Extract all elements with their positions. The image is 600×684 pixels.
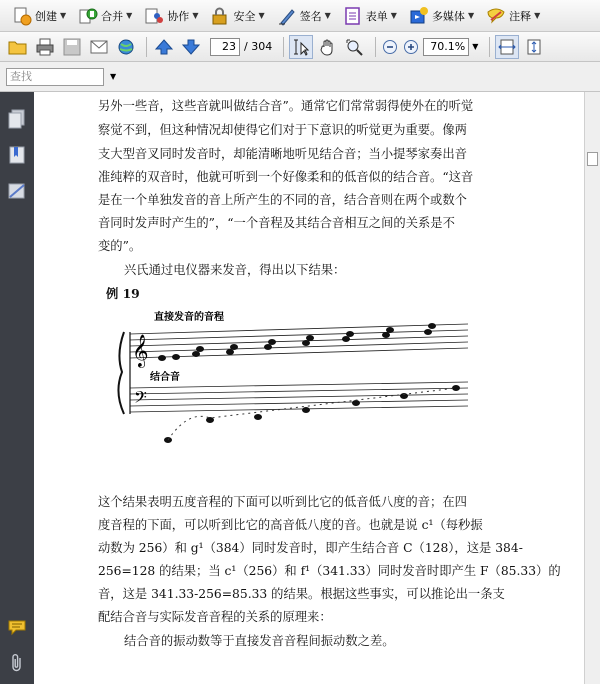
globe-icon <box>116 38 136 56</box>
separator <box>146 37 147 57</box>
create-label: 创建 <box>35 9 57 23</box>
pdf-page <box>34 92 584 684</box>
treble-staff <box>130 324 468 358</box>
hand-icon <box>319 38 337 56</box>
create-menu[interactable] <box>8 4 70 28</box>
separator <box>375 37 376 57</box>
pages-icon <box>8 109 26 129</box>
text-line: 配结合音与实际发音音程的关系的原理来： <box>98 610 332 624</box>
text-line: 支大型音叉同时发音时，却能清晰地听见结合音；当小提琴家奏出音 <box>98 147 467 161</box>
comments-panel-button[interactable] <box>6 616 28 638</box>
page-number-input[interactable]: 23 <box>210 38 240 56</box>
text-line: 这个结果表明五度音程的下面可以听到比它的低音低八度的音；在四 <box>98 495 467 509</box>
text-line: 结合音的振动数等于直接发音音程间振动数之差。 <box>124 634 395 648</box>
text-line: 动数为 256）和 g¹（384）同时发音时，即产生结合音 C（128），这是 384- <box>98 541 523 555</box>
zoom-dropdown-icon[interactable]: ▼ <box>472 42 479 51</box>
open-button[interactable] <box>6 35 30 59</box>
find-toolbar <box>0 62 600 92</box>
sign-label: 签名 <box>299 9 322 23</box>
text-cursor-icon <box>292 38 310 56</box>
collaborate-label: 协作 <box>167 9 190 23</box>
text-line: 度音程的下面，可以听到比它的高音低八度的音。也就是说 c¹（每秒振 <box>98 518 483 532</box>
hand-tool-button[interactable] <box>316 35 340 59</box>
document-viewport[interactable] <box>34 92 584 684</box>
comment-icon <box>486 6 506 26</box>
fit-page-button[interactable] <box>522 35 546 59</box>
collaborate-menu[interactable] <box>140 4 202 28</box>
zoom-level-input[interactable]: 70.1% <box>423 38 469 56</box>
text-line: 准纯粹的双音时，他就可听到一个好像柔和的低音似的结合音。“这音 <box>98 170 474 184</box>
collaborate-button[interactable] <box>114 35 138 59</box>
comment-label: 注释 <box>509 9 532 23</box>
save-icon <box>62 38 82 56</box>
chevron-down-icon: ▼ <box>60 11 67 20</box>
main-toolbar <box>0 0 600 32</box>
chevron-down-icon: ▼ <box>258 11 265 20</box>
vertical-scrollbar[interactable] <box>584 92 600 684</box>
select-tool-button[interactable] <box>289 35 313 59</box>
bass-clef-icon: 𝄢 <box>134 387 147 411</box>
forms-menu[interactable] <box>339 4 401 28</box>
fit-width-button[interactable] <box>495 35 519 59</box>
chevron-down-icon: ▼ <box>390 11 397 20</box>
find-input[interactable]: 查找 <box>6 68 104 86</box>
text-line: 变的”。 <box>98 239 142 253</box>
upper-staff-label: 直接发音的音程 <box>154 312 224 323</box>
music-score-figure <box>110 302 490 472</box>
bookmarks-panel-button[interactable] <box>6 144 28 166</box>
text-line: 另外一些音，这些音就叫做结合音”。通常它们常常弱得使外在的听觉 <box>98 99 474 113</box>
lower-notes <box>164 385 460 443</box>
combine-icon <box>78 6 98 26</box>
text-line: 音同时发声时产生的”，“一个音程及其结合音相互之间的关系是不 <box>98 216 455 230</box>
arrow-down-icon <box>182 38 200 56</box>
security-menu[interactable] <box>206 4 268 28</box>
zoom-out-button[interactable] <box>381 35 399 59</box>
collaborate-icon <box>144 6 164 26</box>
forms-icon <box>343 6 363 26</box>
navigation-toolbar <box>0 32 600 62</box>
separator <box>283 37 284 57</box>
plus-circle-icon <box>403 39 419 55</box>
printer-icon <box>35 38 55 56</box>
signatures-panel-button[interactable] <box>6 180 28 202</box>
email-icon <box>89 38 109 56</box>
lower-staff-label: 结合音 <box>150 372 180 383</box>
attachments-panel-button[interactable] <box>6 652 28 674</box>
page-total: / 304 <box>244 40 273 53</box>
minus-circle-icon <box>382 39 398 55</box>
paperclip-icon <box>9 653 25 673</box>
text-line: 音，这是 341.33-256=85.33 的结果。根据这些事实，可以推论出一条支 <box>98 587 505 601</box>
create-icon <box>12 6 32 26</box>
chevron-down-icon: ▼ <box>324 11 331 20</box>
combine-label: 合并 <box>101 9 124 23</box>
pages-panel-button[interactable] <box>6 108 28 130</box>
multimedia-label: 多媒体 <box>431 9 465 23</box>
security-label: 安全 <box>233 9 256 23</box>
print-button[interactable] <box>33 35 57 59</box>
combine-menu[interactable] <box>74 4 136 28</box>
bass-staff <box>130 382 468 412</box>
multimedia-menu[interactable] <box>405 4 478 28</box>
comment-menu[interactable] <box>482 4 544 28</box>
next-page-button[interactable] <box>179 35 203 59</box>
security-icon <box>210 6 230 26</box>
sign-icon <box>277 6 297 26</box>
sign-menu[interactable] <box>273 4 335 28</box>
fit-width-icon <box>498 38 516 56</box>
brace <box>118 332 124 414</box>
zoom-in-button[interactable] <box>402 35 420 59</box>
multimedia-icon <box>409 6 429 26</box>
chevron-down-icon: ▼ <box>534 11 541 20</box>
fit-page-icon <box>525 38 543 56</box>
example-label: 例 19 <box>106 286 140 301</box>
chevron-down-icon: ▼ <box>126 11 133 20</box>
separator <box>489 37 490 57</box>
bookmark-icon <box>8 145 26 165</box>
previous-page-button[interactable] <box>152 35 176 59</box>
text-line: 是在一个单独发音的音上所产生的不同的音，结合音则在两个或数个 <box>98 193 467 207</box>
scrollbar-thumb[interactable] <box>587 152 598 166</box>
speech-bubble-icon <box>7 618 27 636</box>
email-button[interactable] <box>87 35 111 59</box>
folder-icon <box>8 38 28 56</box>
chevron-down-icon: ▼ <box>467 11 475 20</box>
text-line: 兴氏通过电仪器来发音，得出以下结果： <box>124 263 346 277</box>
signature-icon <box>7 181 27 201</box>
save-button[interactable] <box>60 35 84 59</box>
forms-label: 表单 <box>365 9 388 23</box>
treble-clef-icon: 𝄞 <box>132 334 149 367</box>
text-line: 察觉不到，但这种情况却使得它们对于下意识的听觉更为重要。像两 <box>98 123 467 137</box>
marquee-zoom-button[interactable] <box>343 35 367 59</box>
bass-contour-line <box>168 388 456 440</box>
arrow-up-icon <box>155 38 173 56</box>
zoom-select-icon <box>345 38 365 56</box>
find-dropdown-icon[interactable]: ▼ <box>110 72 117 81</box>
text-line: 256=128 的结果；当 c¹（256）和 f¹（341.33）同时发音时即产生 F（85.33）的 <box>98 564 561 578</box>
chevron-down-icon: ▼ <box>192 11 199 20</box>
navigation-pane <box>0 92 34 684</box>
